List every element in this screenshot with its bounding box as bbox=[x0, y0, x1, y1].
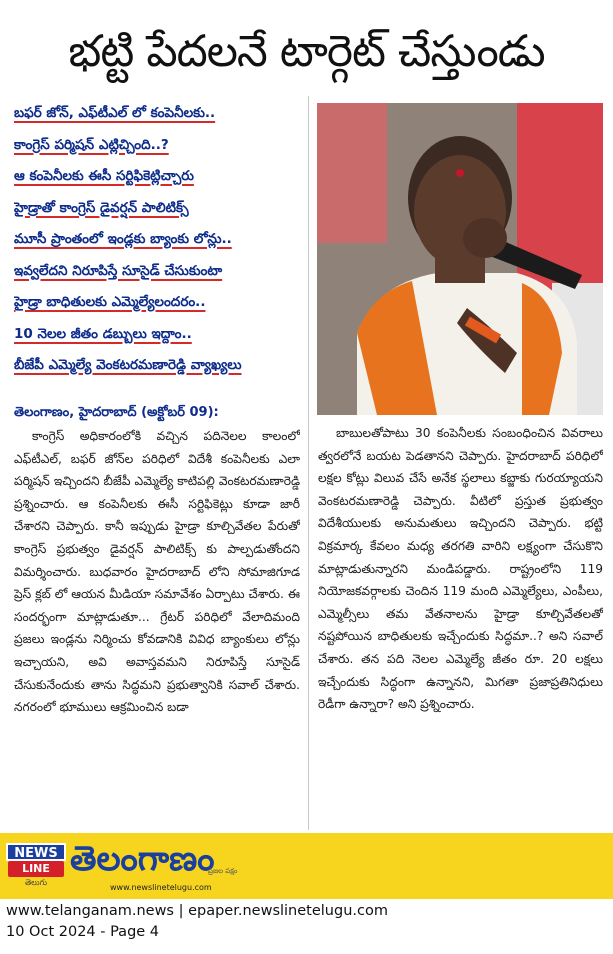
kicker-list bbox=[14, 100, 300, 384]
footer-url: www.newslinetelugu.com bbox=[110, 883, 212, 892]
newsline-logo-sub: తెలుగు bbox=[24, 878, 48, 887]
telanganam-tagline: ప్రజల పక్షం bbox=[208, 867, 238, 875]
kicker-line: హైడ్రా బాధితులకు ఎమ్మెల్యేలందరం.. bbox=[14, 294, 206, 310]
newsline-logo-line: LINE bbox=[8, 861, 64, 877]
kicker-line: 10 నెలల జీతం డబ్బులు ఇద్దాం.. bbox=[14, 325, 192, 342]
kicker-line: ఇవ్వలేదని నిరూపిస్తే సూసైడ్ చేసుకుంటా bbox=[14, 262, 223, 279]
kicker-line: హైడ్రాతో కాంగ్రెస్ డైవర్షన్ పాలిటిక్స్ bbox=[14, 199, 189, 216]
kicker-line: మూసీ ప్రాంతంలో ఇండ్లకు బ్యాంకు లోన్లు.. bbox=[14, 231, 232, 247]
credits-sites: www.telanganam.news | epaper.newslinetelugu.com bbox=[6, 903, 388, 919]
kicker-line: బీజేపీ ఎమ్మెల్యే వెంకటరమణారెడ్డి వ్యాఖ్యలు bbox=[14, 357, 242, 373]
page-credits bbox=[6, 901, 606, 943]
newsline-logo bbox=[6, 843, 66, 889]
article-headline: భట్టి పేదలనే టార్గెట్ చేస్తుండు bbox=[68, 26, 545, 77]
telanganam-logo: తెలంగాణం bbox=[70, 839, 215, 879]
article-paragraph: కాంగ్రెస్ అధికారంలోకి వచ్చిన పదినెలల కాలంలో ఎఫ్‌టీఎల్, బఫర్ జోన్‌ల పరిధిలో విదేశీ కంపెనీలకు ఎలా పర్మిషన్ ఇచ్చిందని బీజేపీ ఎమ్మెల్యే కాటిపల్లి వెంకటరమణారెడ్డి ప్రశ్నించారు. ఆ కంపెనీలకు ఈసీ సర్టిఫికెట్లు కూడా జారీ చేశారని చెప్పారు. కానీ ఇప్పుడు హైడ్రా కూల్చివేతల పేరుతో కాంగ్రెస్ ప్రభుత్వం డైవర్షన్ పాలిటిక్స్ కు పాల్పడుతోందని విమర్శించారు. బుధవారం హైదరాబాద్ లోని సోమాజిగూడ ప్రెస్ క్లబ్ లో ఆయన మీడియా సమావేశం ఏర్పాటు చేశారు. ఈ సందర్భంగా మాట్లాడుతూ... గ్రేటర్ పరిధిలో వేలాదిమంది ప్రజలు ఇండ్లను నిర్మించు కోవడానికి వివిధ బ్యాంకులు లోన్లు ఇచ్చాయని, అవి అవాస్తవమని నిరూపిస్తే సూసైడ్ చేసుకునేందుకు తాను సిద్ధమని ప్రభుత్వానికి సవాల్ చేశారు. నగరంలో భూములు ఆక్రమించిన బడా bbox=[14, 429, 300, 715]
speaker-photo-image bbox=[317, 103, 603, 415]
speaker-photo bbox=[317, 103, 603, 415]
kicker-line: కాంగ్రెస్ పర్మిషన్ ఎట్లిచ్చింది..? bbox=[14, 136, 169, 153]
article-dateline: తెలంగాణం, హైదరాబాద్ (అక్టోబర్ 09): bbox=[14, 405, 219, 420]
column-divider bbox=[308, 96, 309, 830]
credits-date-page: 10 Oct 2024 - Page 4 bbox=[6, 924, 160, 940]
article-body-right bbox=[318, 422, 603, 826]
article-paragraph: బాబులతోపాటు 30 కంపెనీలకు సంబంధించిన వివరాలు త్వరలోనే బయట పెడతానని చెప్పారు. హైదరాబాద్ పరిధిలో లక్షల కోట్లు విలువ చేసే అనేక స్థలాలు కబ్జాకు గురయ్యాయని వెంకటరమణారెడ్డి చెప్పారు. వీటిలో ప్రస్తుత ప్రభుత్వం విదేశీయులకు అనుమతులు ఇచ్చిందని చెప్పారు. భట్టి విక్రమార్క కేవలం మధ్య తరగతి వారిని లక్ష్యంగా చేసుకొని మాట్లాడుతున్నారని మండిపడ్డారు. రాష్ట్రంలోని 119 నియోజకవర్గాలకు చెందిన 119 మంది ఎమ్మెల్యేలు, ఎంపీలు, ఎమ్మెల్సీలు తమ వేతనాలను హైడ్రా కూల్చివేతలతో నష్టపోయిన బాధితులకు ఇచ్చేందుకు సిద్ధమా..? అని సవాల్ చేశారు. తన పది నెలల ఎమ్మెల్యే జీతం రూ. 20 లక్షలు ఇచ్చేందుకు సిద్ధంగా ఉన్నానని, మిగతా ప్రజాప్రతినిధులు రెడీగా ఉన్నారా? అని ప్రశ్నించారు. bbox=[318, 426, 603, 712]
footer-banner bbox=[0, 833, 613, 899]
newsline-logo-news: NEWS bbox=[6, 843, 66, 861]
article-body-left bbox=[14, 425, 300, 827]
kicker-line: ఆ కంపెనీలకు ఈసీ సర్టిఫికెట్లిచ్చారు bbox=[14, 168, 194, 184]
kicker-line: బఫర్ జోన్, ఎఫ్‌టీఎల్ లో కంపెనీలకు.. bbox=[14, 105, 216, 121]
